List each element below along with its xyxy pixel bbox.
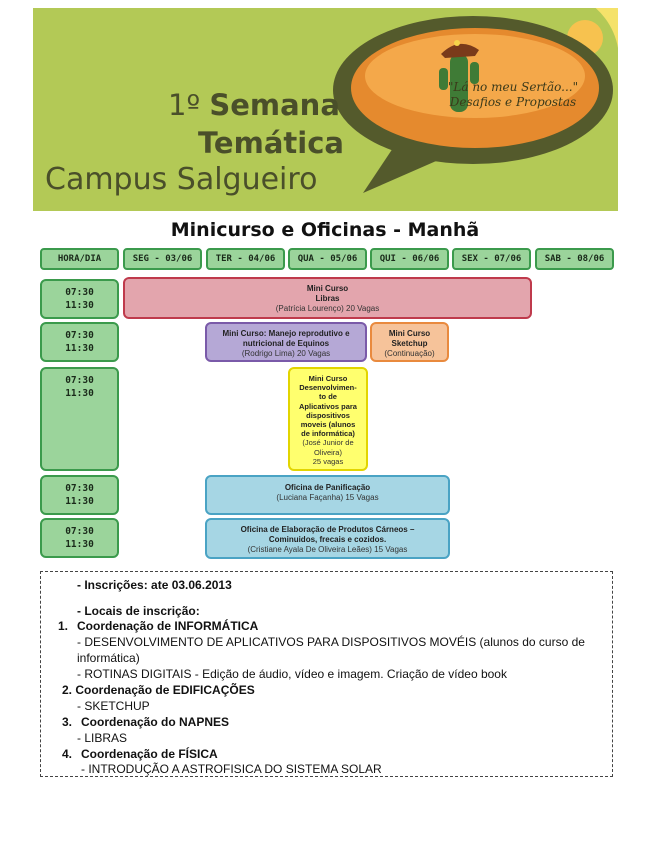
page-title: Minicurso e Oficinas - Manhã	[170, 219, 480, 241]
header-ter: TER - 04/06	[206, 248, 285, 270]
banner-title-line2: Temática	[198, 126, 344, 160]
time-slot-1: 07:30 11:30	[40, 279, 119, 319]
item-2-course: - SKETCHUP	[77, 699, 150, 713]
item-3-course: - LIBRAS	[77, 731, 128, 745]
header-qua: QUA - 05/06	[288, 248, 367, 270]
banner-slogan: "Lá no meu Sertão..." Desafios e Propostas	[447, 80, 579, 109]
item-4-course: - INTRODUÇÃO A ASTROFISICA DO SISTEMA SOLAR	[81, 762, 382, 776]
event-aplicativos: Mini Curso Desenvolvimen- to de Aplicativos para dispositivos moveis (alunos de informática) (José Junior de Oliveira) 25 vagas	[288, 367, 368, 471]
event-libras: Mini Curso Libras (Patrícia Lourenço) 20 Vagas	[123, 277, 532, 319]
event-panificacao: Oficina de Panificação (Luciana Façanha) 15 Vagas	[205, 475, 450, 515]
item-1-course-a-cont: informática)	[77, 651, 140, 665]
header-seg: SEG - 03/06	[123, 248, 202, 270]
header-sex: SEX - 07/06	[452, 248, 531, 270]
event-produtos-carneos: Oficina de Elaboração de Produtos Cárneos – Cominuidos, frecais e cozidos. (Cristiane Ayala De Oliveira Leães) 15 Vagas	[205, 518, 450, 559]
item-1-title: Coordenação de INFORMÁTICA	[77, 619, 259, 633]
registration-locations-heading: - Locais de inscrição:	[77, 604, 200, 618]
item-3-title: Coordenação do NAPNES	[81, 715, 230, 729]
item-2-title: 2. Coordenação de EDIFICAÇÕES	[62, 683, 255, 697]
banner-title-line1: 1º Semana	[168, 88, 340, 122]
header-qui: QUI - 06/06	[370, 248, 449, 270]
item-1-number: 1.	[58, 619, 69, 633]
item-4-title: Coordenação de FÍSICA	[81, 747, 218, 761]
header-sab: SAB - 08/06	[535, 248, 614, 270]
event-sketchup: Mini Curso Sketchup (Continuação)	[370, 322, 449, 362]
time-slot-3: 07:30 11:30	[40, 367, 119, 471]
time-slot-4: 07:30 11:30	[40, 475, 119, 515]
registration-deadline: - Inscrições: ate 03.06.2013	[77, 578, 232, 592]
item-1-course-b: - ROTINAS DIGITAIS - Edição de áudio, vídeo e imagem. Criação de vídeo book	[77, 667, 507, 681]
registration-info-box	[40, 571, 613, 777]
item-1-course-a: - DESENVOLVIMENTO DE APLICATIVOS PARA DISPOSITIVOS MOVÉIS (alunos do curso de	[77, 635, 585, 649]
header-hora-dia: HORA/DIA	[40, 248, 119, 270]
item-3-number: 3.	[62, 715, 73, 729]
event-equinos: Mini Curso: Manejo reprodutivo e nutricional de Equinos (Rodrigo Lima) 20 Vagas	[205, 322, 367, 362]
time-slot-5: 07:30 11:30	[40, 518, 119, 558]
event-banner	[33, 8, 618, 211]
item-4-number: 4.	[62, 747, 73, 761]
banner-campus: Campus Salgueiro	[45, 162, 318, 197]
time-slot-2: 07:30 11:30	[40, 322, 119, 362]
